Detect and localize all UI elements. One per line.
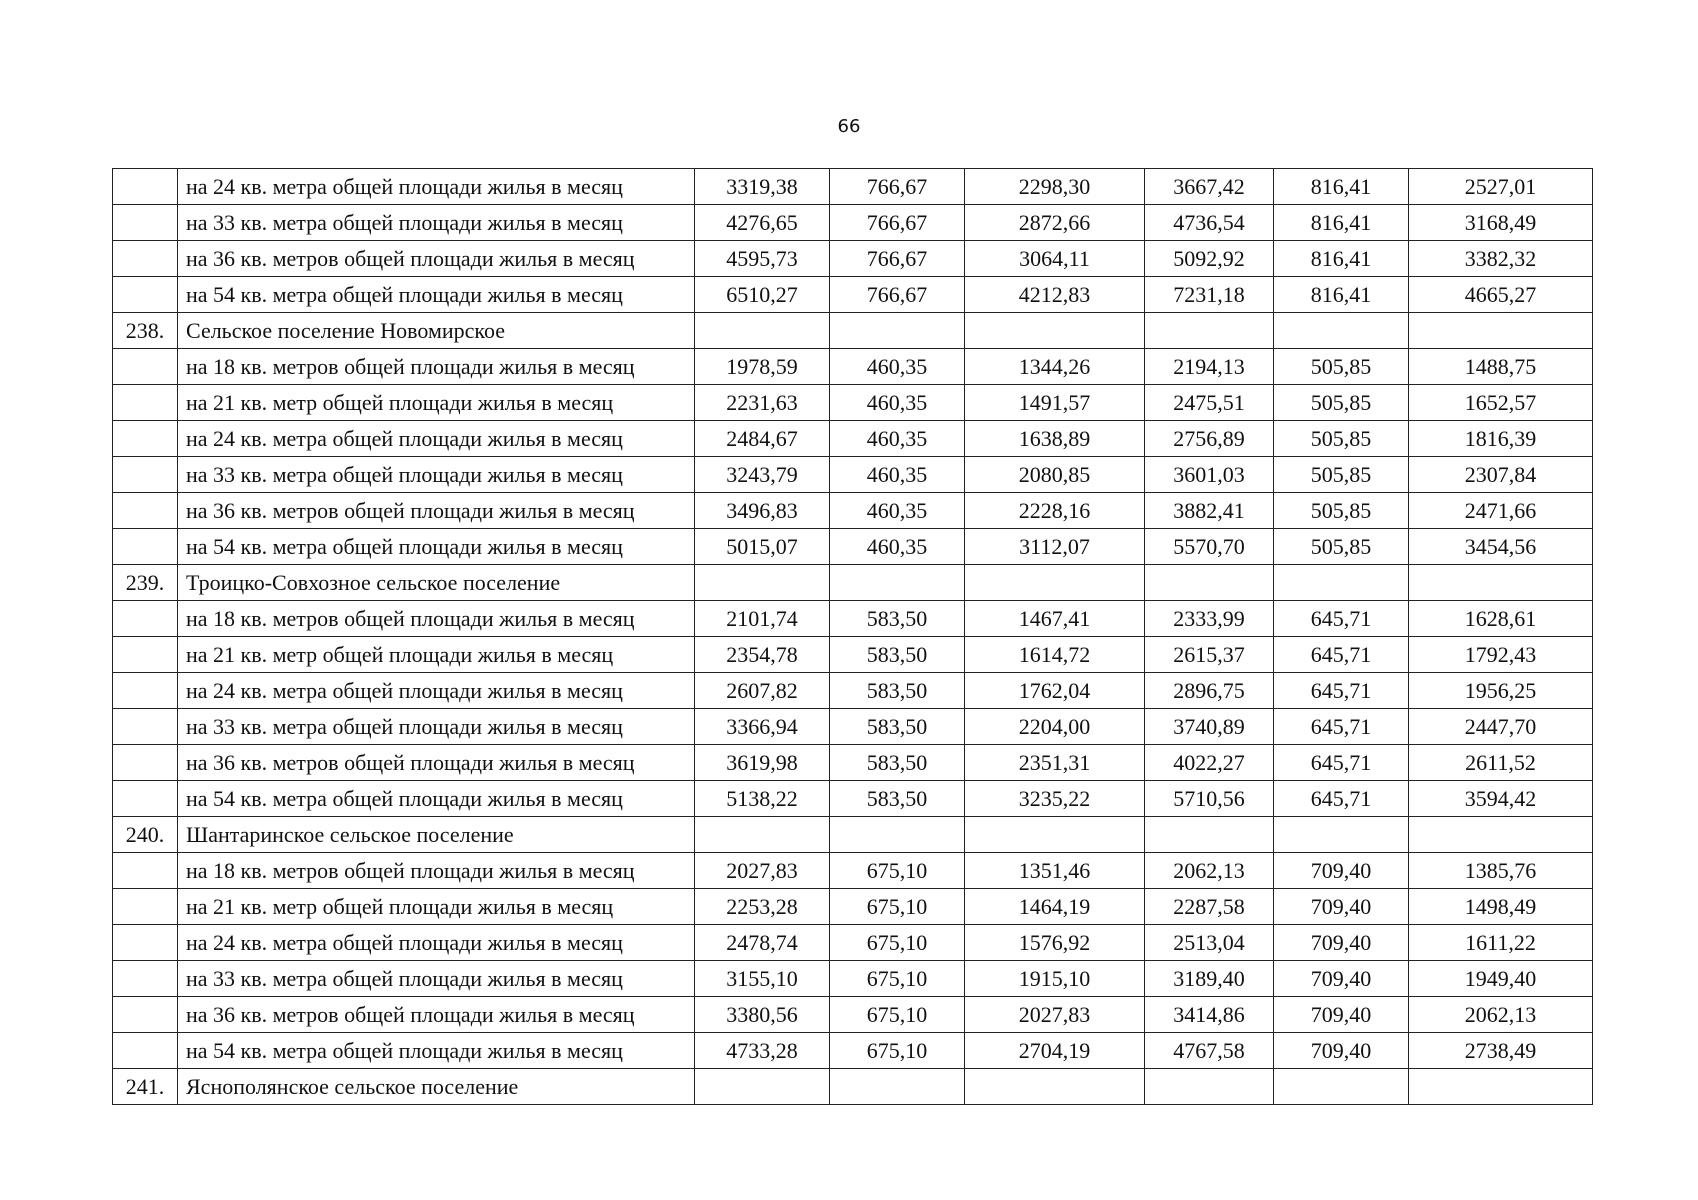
value-cell-6	[1409, 817, 1593, 853]
value-cell-2: 460,35	[830, 457, 965, 493]
table-row	[113, 457, 1593, 493]
value-cell-1: 6510,27	[695, 277, 830, 313]
value-cell-1: 2101,74	[695, 601, 830, 637]
table-row	[113, 493, 1593, 529]
table-row	[113, 421, 1593, 457]
row-number-cell: 241.	[113, 1069, 178, 1105]
value-cell-3: 1491,57	[965, 385, 1145, 421]
description-cell: на 21 кв. метр общей площади жилья в месяц	[178, 385, 695, 421]
value-cell-2: 766,67	[830, 169, 965, 205]
value-cell-1: 2478,74	[695, 925, 830, 961]
value-cell-4: 4736,54	[1145, 205, 1274, 241]
value-cell-6: 1498,49	[1409, 889, 1593, 925]
value-cell-4: 2475,51	[1145, 385, 1274, 421]
value-cell-5: 505,85	[1274, 349, 1409, 385]
value-cell-2: 583,50	[830, 601, 965, 637]
value-cell-2	[830, 565, 965, 601]
table-row	[113, 637, 1593, 673]
value-cell-1: 3380,56	[695, 997, 830, 1033]
row-number-cell	[113, 385, 178, 421]
row-number-cell	[113, 493, 178, 529]
value-cell-6	[1409, 565, 1593, 601]
value-cell-4	[1145, 313, 1274, 349]
settlement-name-cell: Троицко-Совхозное сельское поселение	[178, 565, 695, 601]
value-cell-2: 460,35	[830, 493, 965, 529]
value-cell-5: 645,71	[1274, 673, 1409, 709]
description-cell: на 36 кв. метров общей площади жилья в месяц	[178, 241, 695, 277]
value-cell-2: 675,10	[830, 997, 965, 1033]
table-row	[113, 997, 1593, 1033]
value-cell-5: 816,41	[1274, 277, 1409, 313]
row-number-cell	[113, 277, 178, 313]
value-cell-5: 645,71	[1274, 709, 1409, 745]
value-cell-6: 2307,84	[1409, 457, 1593, 493]
table-row	[113, 277, 1593, 313]
value-cell-6: 2447,70	[1409, 709, 1593, 745]
value-cell-4: 7231,18	[1145, 277, 1274, 313]
row-number-cell	[113, 601, 178, 637]
value-cell-1: 3619,98	[695, 745, 830, 781]
value-cell-2	[830, 817, 965, 853]
page-number: 66	[837, 116, 861, 137]
value-cell-4: 2756,89	[1145, 421, 1274, 457]
row-number-cell: 240.	[113, 817, 178, 853]
value-cell-1: 2253,28	[695, 889, 830, 925]
value-cell-3: 1576,92	[965, 925, 1145, 961]
value-cell-5	[1274, 817, 1409, 853]
value-cell-1: 2027,83	[695, 853, 830, 889]
settlement-name-cell: Сельское поселение Новомирское	[178, 313, 695, 349]
settlement-header-row	[113, 565, 1593, 601]
value-cell-3	[965, 1069, 1145, 1105]
value-cell-4: 4022,27	[1145, 745, 1274, 781]
table-row	[113, 205, 1593, 241]
value-cell-4: 5570,70	[1145, 529, 1274, 565]
description-cell: на 21 кв. метр общей площади жилья в месяц	[178, 889, 695, 925]
value-cell-5	[1274, 565, 1409, 601]
description-cell: на 54 кв. метра общей площади жилья в месяц	[178, 529, 695, 565]
value-cell-5: 505,85	[1274, 529, 1409, 565]
table-row	[113, 349, 1593, 385]
value-cell-5: 645,71	[1274, 637, 1409, 673]
value-cell-3	[965, 817, 1145, 853]
description-cell: на 24 кв. метра общей площади жилья в месяц	[178, 673, 695, 709]
value-cell-4: 5710,56	[1145, 781, 1274, 817]
value-cell-1: 3155,10	[695, 961, 830, 997]
value-cell-6: 4665,27	[1409, 277, 1593, 313]
value-cell-4: 2615,37	[1145, 637, 1274, 673]
value-cell-3: 2872,66	[965, 205, 1145, 241]
value-cell-2: 675,10	[830, 961, 965, 997]
value-cell-1: 4276,65	[695, 205, 830, 241]
description-cell: на 18 кв. метров общей площади жилья в месяц	[178, 853, 695, 889]
value-cell-2: 675,10	[830, 853, 965, 889]
table-row	[113, 925, 1593, 961]
value-cell-5	[1274, 1069, 1409, 1105]
description-cell: на 54 кв. метра общей площади жилья в месяц	[178, 277, 695, 313]
value-cell-2: 766,67	[830, 277, 965, 313]
value-cell-4: 3882,41	[1145, 493, 1274, 529]
table-row	[113, 385, 1593, 421]
value-cell-4: 2287,58	[1145, 889, 1274, 925]
value-cell-1: 3243,79	[695, 457, 830, 493]
value-cell-5	[1274, 313, 1409, 349]
value-cell-4: 2513,04	[1145, 925, 1274, 961]
value-cell-1: 4733,28	[695, 1033, 830, 1069]
value-cell-1: 5015,07	[695, 529, 830, 565]
value-cell-2: 766,67	[830, 241, 965, 277]
value-cell-1	[695, 1069, 830, 1105]
table-row	[113, 745, 1593, 781]
description-cell: на 24 кв. метра общей площади жилья в месяц	[178, 169, 695, 205]
row-number-cell	[113, 745, 178, 781]
description-cell: на 33 кв. метра общей площади жилья в месяц	[178, 709, 695, 745]
description-cell: на 36 кв. метров общей площади жилья в месяц	[178, 745, 695, 781]
value-cell-3: 2228,16	[965, 493, 1145, 529]
value-cell-5: 709,40	[1274, 925, 1409, 961]
value-cell-6: 1792,43	[1409, 637, 1593, 673]
value-cell-2: 675,10	[830, 889, 965, 925]
value-cell-1: 3496,83	[695, 493, 830, 529]
settlement-name-cell: Шантаринское сельское поселение	[178, 817, 695, 853]
value-cell-2: 460,35	[830, 529, 965, 565]
value-cell-6: 3382,32	[1409, 241, 1593, 277]
row-number-cell	[113, 709, 178, 745]
value-cell-6: 1816,39	[1409, 421, 1593, 457]
value-cell-1: 2484,67	[695, 421, 830, 457]
value-cell-6: 1949,40	[1409, 961, 1593, 997]
table-body	[113, 169, 1593, 1105]
value-cell-3: 2351,31	[965, 745, 1145, 781]
value-cell-6: 2738,49	[1409, 1033, 1593, 1069]
description-cell: на 18 кв. метров общей площади жилья в месяц	[178, 349, 695, 385]
value-cell-3: 2204,00	[965, 709, 1145, 745]
value-cell-2: 583,50	[830, 745, 965, 781]
settlement-name-cell: Яснополянское сельское поселение	[178, 1069, 695, 1105]
value-cell-1: 2354,78	[695, 637, 830, 673]
table-row	[113, 961, 1593, 997]
settlement-header-row	[113, 1069, 1593, 1105]
value-cell-5: 645,71	[1274, 781, 1409, 817]
value-cell-6: 1611,22	[1409, 925, 1593, 961]
value-cell-4: 2062,13	[1145, 853, 1274, 889]
table-row	[113, 709, 1593, 745]
value-cell-4: 3601,03	[1145, 457, 1274, 493]
value-cell-3: 4212,83	[965, 277, 1145, 313]
value-cell-2: 675,10	[830, 925, 965, 961]
value-cell-4: 3414,86	[1145, 997, 1274, 1033]
value-cell-6: 1652,57	[1409, 385, 1593, 421]
value-cell-1: 4595,73	[695, 241, 830, 277]
value-cell-4: 3189,40	[1145, 961, 1274, 997]
table-row	[113, 781, 1593, 817]
settlement-header-row	[113, 313, 1593, 349]
value-cell-3: 1638,89	[965, 421, 1145, 457]
row-number-cell	[113, 997, 178, 1033]
value-cell-5: 816,41	[1274, 169, 1409, 205]
row-number-cell	[113, 961, 178, 997]
value-cell-3: 2027,83	[965, 997, 1145, 1033]
row-number-cell	[113, 853, 178, 889]
value-cell-4: 2333,99	[1145, 601, 1274, 637]
table-row	[113, 601, 1593, 637]
table-row	[113, 853, 1593, 889]
description-cell: на 33 кв. метра общей площади жилья в месяц	[178, 457, 695, 493]
table-row	[113, 169, 1593, 205]
value-cell-1	[695, 817, 830, 853]
value-cell-3	[965, 565, 1145, 601]
value-cell-5: 816,41	[1274, 205, 1409, 241]
value-cell-2: 583,50	[830, 673, 965, 709]
value-cell-3: 2704,19	[965, 1033, 1145, 1069]
value-cell-3: 2298,30	[965, 169, 1145, 205]
value-cell-4	[1145, 817, 1274, 853]
value-cell-5: 709,40	[1274, 1033, 1409, 1069]
value-cell-6	[1409, 1069, 1593, 1105]
description-cell: на 54 кв. метра общей площади жилья в месяц	[178, 781, 695, 817]
value-cell-2	[830, 313, 965, 349]
value-cell-5: 505,85	[1274, 493, 1409, 529]
value-cell-3: 1915,10	[965, 961, 1145, 997]
value-cell-3: 3112,07	[965, 529, 1145, 565]
row-number-cell: 238.	[113, 313, 178, 349]
value-cell-3	[965, 313, 1145, 349]
value-cell-5: 645,71	[1274, 601, 1409, 637]
settlement-header-row	[113, 817, 1593, 853]
value-cell-2: 460,35	[830, 421, 965, 457]
value-cell-5: 816,41	[1274, 241, 1409, 277]
table-row	[113, 529, 1593, 565]
description-cell: на 24 кв. метра общей площади жилья в месяц	[178, 925, 695, 961]
value-cell-2: 675,10	[830, 1033, 965, 1069]
value-cell-2: 583,50	[830, 781, 965, 817]
value-cell-5: 709,40	[1274, 961, 1409, 997]
value-cell-6: 2062,13	[1409, 997, 1593, 1033]
value-cell-5: 505,85	[1274, 385, 1409, 421]
value-cell-4: 3667,42	[1145, 169, 1274, 205]
table-row	[113, 889, 1593, 925]
value-cell-6: 3454,56	[1409, 529, 1593, 565]
value-cell-5: 645,71	[1274, 745, 1409, 781]
value-cell-6: 2527,01	[1409, 169, 1593, 205]
value-cell-4: 3740,89	[1145, 709, 1274, 745]
value-cell-6: 3168,49	[1409, 205, 1593, 241]
row-number-cell	[113, 169, 178, 205]
description-cell: на 36 кв. метров общей площади жилья в месяц	[178, 997, 695, 1033]
value-cell-1: 5138,22	[695, 781, 830, 817]
value-cell-4: 4767,58	[1145, 1033, 1274, 1069]
value-cell-2: 583,50	[830, 637, 965, 673]
value-cell-6: 2611,52	[1409, 745, 1593, 781]
description-cell: на 54 кв. метра общей площади жилья в месяц	[178, 1033, 695, 1069]
row-number-cell	[113, 529, 178, 565]
table-row	[113, 241, 1593, 277]
value-cell-2: 460,35	[830, 385, 965, 421]
row-number-cell	[113, 925, 178, 961]
value-cell-1: 1978,59	[695, 349, 830, 385]
row-number-cell	[113, 781, 178, 817]
value-cell-2: 460,35	[830, 349, 965, 385]
value-cell-3: 1351,46	[965, 853, 1145, 889]
row-number-cell	[113, 457, 178, 493]
value-cell-2	[830, 1069, 965, 1105]
value-cell-3: 1614,72	[965, 637, 1145, 673]
value-cell-5: 709,40	[1274, 889, 1409, 925]
value-cell-1: 3319,38	[695, 169, 830, 205]
value-cell-4	[1145, 1069, 1274, 1105]
table-row	[113, 673, 1593, 709]
row-number-cell	[113, 421, 178, 457]
value-cell-3: 1762,04	[965, 673, 1145, 709]
value-cell-2: 766,67	[830, 205, 965, 241]
value-cell-3: 3235,22	[965, 781, 1145, 817]
description-cell: на 33 кв. метра общей площади жилья в месяц	[178, 961, 695, 997]
value-cell-5: 505,85	[1274, 457, 1409, 493]
value-cell-1: 2231,63	[695, 385, 830, 421]
row-number-cell	[113, 637, 178, 673]
value-cell-3: 3064,11	[965, 241, 1145, 277]
value-cell-3: 1464,19	[965, 889, 1145, 925]
value-cell-3: 1344,26	[965, 349, 1145, 385]
value-cell-3: 2080,85	[965, 457, 1145, 493]
value-cell-6: 2471,66	[1409, 493, 1593, 529]
value-cell-2: 583,50	[830, 709, 965, 745]
value-cell-1	[695, 313, 830, 349]
value-cell-4	[1145, 565, 1274, 601]
description-cell: на 36 кв. метров общей площади жилья в месяц	[178, 493, 695, 529]
value-cell-5: 505,85	[1274, 421, 1409, 457]
value-cell-6: 1385,76	[1409, 853, 1593, 889]
row-number-cell	[113, 673, 178, 709]
row-number-cell	[113, 349, 178, 385]
value-cell-5: 709,40	[1274, 997, 1409, 1033]
value-cell-6	[1409, 313, 1593, 349]
row-number-cell	[113, 205, 178, 241]
value-cell-4: 2194,13	[1145, 349, 1274, 385]
value-cell-4: 5092,92	[1145, 241, 1274, 277]
value-cell-6: 1488,75	[1409, 349, 1593, 385]
row-number-cell	[113, 889, 178, 925]
value-cell-4: 2896,75	[1145, 673, 1274, 709]
value-cell-1: 3366,94	[695, 709, 830, 745]
description-cell: на 33 кв. метра общей площади жилья в месяц	[178, 205, 695, 241]
description-cell: на 18 кв. метров общей площади жилья в месяц	[178, 601, 695, 637]
value-cell-5: 709,40	[1274, 853, 1409, 889]
value-cell-6: 3594,42	[1409, 781, 1593, 817]
description-cell: на 24 кв. метра общей площади жилья в месяц	[178, 421, 695, 457]
value-cell-6: 1956,25	[1409, 673, 1593, 709]
value-cell-6: 1628,61	[1409, 601, 1593, 637]
table-row	[113, 1033, 1593, 1069]
value-cell-1: 2607,82	[695, 673, 830, 709]
row-number-cell	[113, 1033, 178, 1069]
row-number-cell: 239.	[113, 565, 178, 601]
description-cell: на 21 кв. метр общей площади жилья в месяц	[178, 637, 695, 673]
value-cell-3: 1467,41	[965, 601, 1145, 637]
tariff-table	[112, 168, 1593, 1105]
value-cell-1	[695, 565, 830, 601]
row-number-cell	[113, 241, 178, 277]
